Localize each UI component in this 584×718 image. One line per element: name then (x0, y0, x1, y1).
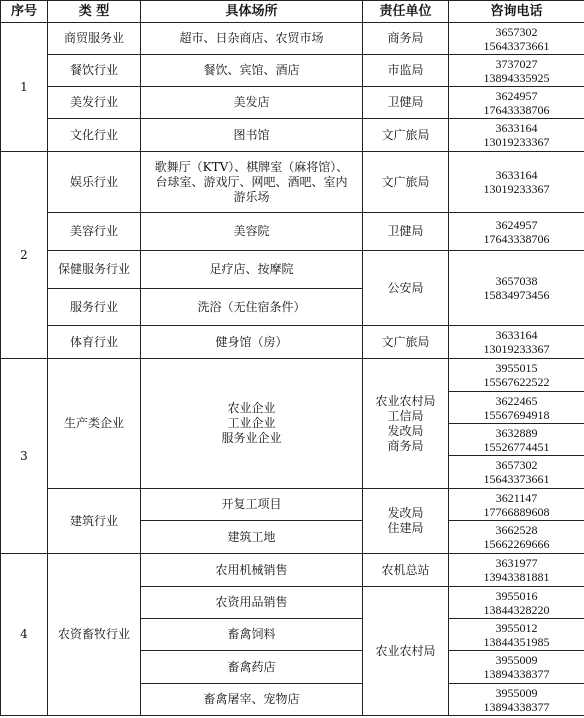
responsible-unit: 农机总站 (363, 554, 449, 587)
table-row (1, 489, 584, 521)
industry-type: 商贸服务业 (48, 23, 141, 55)
venue: 农用机械销售 (141, 554, 363, 587)
responsible-unit: 文广旅局 (363, 152, 449, 213)
group-number: 1 (1, 23, 48, 152)
venue: 餐饮、宾馆、酒店 (141, 55, 363, 87)
consult-phone: 3622465 15567694918 (449, 392, 584, 424)
industry-type: 保健服务行业 (48, 251, 141, 289)
venue: 畜禽药店 (141, 651, 363, 684)
consult-phone: 3657038 15834973456 (449, 251, 584, 326)
table-row (1, 87, 584, 119)
header-unit: 责任单位 (363, 1, 449, 23)
consult-phone: 3632889 15526774451 (449, 424, 584, 456)
venue: 建筑工地 (141, 521, 363, 554)
header-phone: 咨询电话 (449, 1, 584, 23)
table-row (1, 55, 584, 87)
consult-phone: 3955012 13844351985 (449, 619, 584, 651)
consult-phone: 3955015 15567622522 (449, 359, 584, 392)
group-number: 4 (1, 554, 48, 716)
venue: 图书馆 (141, 119, 363, 152)
consult-phone: 3955009 13894338377 (449, 684, 584, 716)
consult-phone: 3621147 17766889608 (449, 489, 584, 521)
responsible-unit: 文广旅局 (363, 326, 449, 359)
table-row (1, 554, 584, 587)
consult-phone: 3633164 13019233367 (449, 119, 584, 152)
group-number: 3 (1, 359, 48, 554)
industry-type: 农资畜牧行业 (48, 554, 141, 716)
header-type: 类 型 (48, 1, 141, 23)
consult-phone: 3657302 15643373661 (449, 23, 584, 55)
responsible-unit: 发改局 住建局 (363, 489, 449, 554)
responsible-unit: 文广旅局 (363, 119, 449, 152)
table-row (1, 326, 584, 359)
industry-type: 文化行业 (48, 119, 141, 152)
consult-phone: 3737027 13894335925 (449, 55, 584, 87)
consult-phone: 3624957 17643338706 (449, 213, 584, 251)
industry-type: 服务行业 (48, 289, 141, 326)
venue: 超市、日杂商店、农贸市场 (141, 23, 363, 55)
venue: 美发店 (141, 87, 363, 119)
industry-type: 美容行业 (48, 213, 141, 251)
venue: 足疗店、按摩院 (141, 251, 363, 289)
venue: 开复工项目 (141, 489, 363, 521)
venue: 美容院 (141, 213, 363, 251)
header-no: 序号 (1, 1, 48, 23)
responsible-unit: 卫健局 (363, 213, 449, 251)
table-row (1, 119, 584, 152)
consult-phone: 3624957 17643338706 (449, 87, 584, 119)
consult-phone: 3657302 15643373661 (449, 456, 584, 489)
venue: 农业企业 工业企业 服务业企业 (141, 359, 363, 489)
venue: 农资用品销售 (141, 587, 363, 619)
header-place: 具体场所 (141, 1, 363, 23)
consult-phone: 3662528 15662269666 (449, 521, 584, 554)
header-row (1, 1, 584, 23)
responsible-unit: 市监局 (363, 55, 449, 87)
industry-type: 餐饮行业 (48, 55, 141, 87)
consult-phone: 3631977 13943381881 (449, 554, 584, 587)
group-number: 2 (1, 152, 48, 359)
responsible-unit: 公安局 (363, 251, 449, 326)
consult-phone: 3955016 13844328220 (449, 587, 584, 619)
table-row (1, 152, 584, 213)
consult-phone: 3633164 13019233367 (449, 152, 584, 213)
table-row (1, 359, 584, 392)
venue: 畜禽饲料 (141, 619, 363, 651)
table-row (1, 23, 584, 55)
table-row (1, 251, 584, 289)
industry-type: 体育行业 (48, 326, 141, 359)
venue: 畜禽屠宰、宠物店 (141, 684, 363, 716)
consult-phone: 3955009 13894338377 (449, 651, 584, 684)
venue: 歌舞厅（KTV）、棋牌室（麻将馆）、 台球室、游戏厅、网吧、酒吧、室内 游乐场 (141, 152, 363, 213)
consult-phone: 3633164 13019233367 (449, 326, 584, 359)
responsible-unit: 农业农村局 工信局 发改局 商务局 (363, 359, 449, 489)
venue: 健身馆（房） (141, 326, 363, 359)
industry-type: 美发行业 (48, 87, 141, 119)
responsible-unit: 商务局 (363, 23, 449, 55)
venue: 洗浴（无住宿条件） (141, 289, 363, 326)
industry-type: 建筑行业 (48, 489, 141, 554)
responsible-unit: 农业农村局 (363, 587, 449, 716)
industry-type: 生产类企业 (48, 359, 141, 489)
industry-type: 娱乐行业 (48, 152, 141, 213)
table-row (1, 213, 584, 251)
responsible-unit: 卫健局 (363, 87, 449, 119)
